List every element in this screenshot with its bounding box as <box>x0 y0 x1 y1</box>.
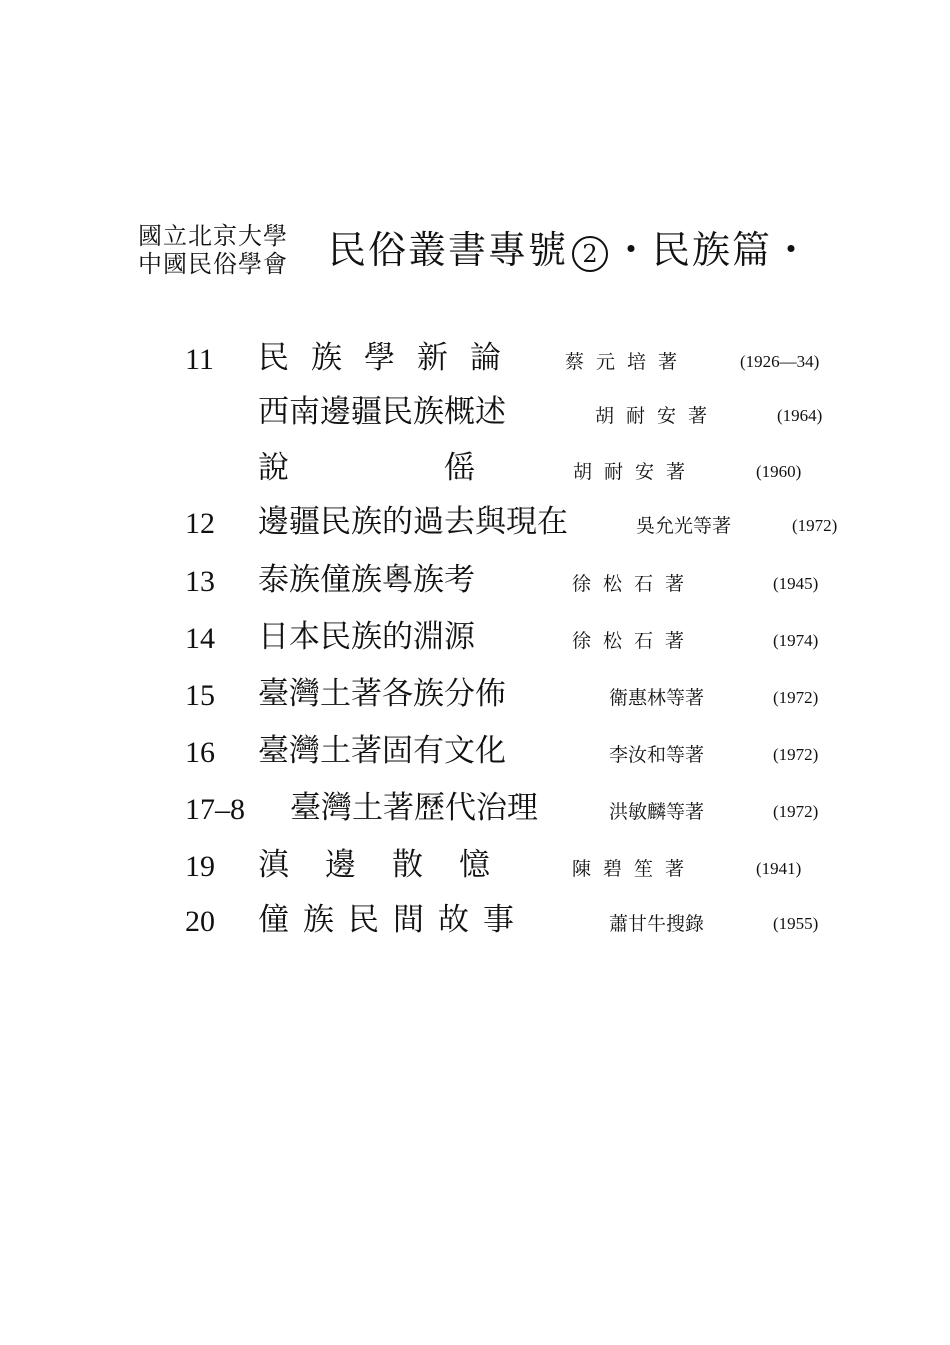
publisher-line-2: 中國民俗學會 <box>138 250 288 278</box>
entry-year: (1926—34) <box>740 352 820 371</box>
entry-title: 邊疆民族的過去與現在 <box>258 504 568 540</box>
entry-year: (1964) <box>777 406 823 425</box>
entry-title: 僮族民間故事 <box>258 902 528 938</box>
list-item <box>0 502 950 552</box>
entry-author: 吳允光等著 <box>636 515 732 537</box>
entry-title: 滇邊散憶 <box>258 847 526 883</box>
series-prefix: 民俗叢書專號 <box>328 228 569 272</box>
entry-number: 15 <box>185 679 215 712</box>
list-item <box>0 392 950 442</box>
entry-number: 14 <box>185 622 215 655</box>
entry-title: 臺灣土著歷代治理 <box>290 790 538 826</box>
list-item <box>0 900 950 950</box>
entry-year: (1955) <box>773 914 819 933</box>
entry-title: 泰族僮族粵族考 <box>258 562 475 598</box>
entry-year: (1972) <box>773 802 819 821</box>
list-item <box>0 788 950 838</box>
series-suffix: ・民族篇・ <box>612 228 813 272</box>
entry-number: 20 <box>185 905 215 938</box>
entry-number: 19 <box>185 850 215 883</box>
list-item <box>0 731 950 781</box>
list-item <box>0 560 950 610</box>
entry-number: 12 <box>185 507 215 540</box>
entry-title: 日本民族的淵源 <box>258 619 475 655</box>
entry-author: 蔡元培著 <box>565 351 690 373</box>
list-item <box>0 845 950 895</box>
entry-title: 民族學新論 <box>258 340 523 376</box>
entry-title: 臺灣土著固有文化 <box>258 733 506 769</box>
entry-author: 胡耐安著 <box>573 461 698 483</box>
entry-year: (1974) <box>773 631 819 650</box>
list-item <box>0 674 950 724</box>
entry-year: (1972) <box>792 516 838 535</box>
series-title <box>328 228 812 272</box>
entry-number: 17–8 <box>185 793 245 826</box>
entry-number: 11 <box>185 343 214 376</box>
list-item <box>0 338 950 388</box>
publisher-names <box>138 222 288 278</box>
entry-author: 陳碧笙著 <box>572 858 697 880</box>
series-header <box>138 218 838 278</box>
series-number: 2 <box>572 236 608 272</box>
entry-title: 西南邊疆民族概述 <box>258 394 506 430</box>
entry-author: 徐松石著 <box>572 630 697 652</box>
entry-author: 衛惠林等著 <box>609 687 705 709</box>
entry-author: 徐松石著 <box>572 573 697 595</box>
publisher-line-1: 國立北京大學 <box>138 222 288 250</box>
list-item <box>0 448 950 498</box>
entry-number: 13 <box>185 565 215 598</box>
entry-author: 胡耐安著 <box>595 405 720 427</box>
entry-title: 說 傜 <box>258 450 475 486</box>
entry-year: (1945) <box>773 574 819 593</box>
list-item <box>0 617 950 667</box>
entry-number: 16 <box>185 736 215 769</box>
entry-year: (1972) <box>773 688 819 707</box>
entry-author: 李汝和等著 <box>609 744 705 766</box>
entry-author: 洪敏麟等著 <box>609 801 705 823</box>
entry-year: (1960) <box>756 462 802 481</box>
entry-title: 臺灣土著各族分佈 <box>258 676 506 712</box>
entry-author: 蕭甘牛搜錄 <box>609 913 705 935</box>
entry-year: (1941) <box>756 859 802 878</box>
entry-year: (1972) <box>773 745 819 764</box>
